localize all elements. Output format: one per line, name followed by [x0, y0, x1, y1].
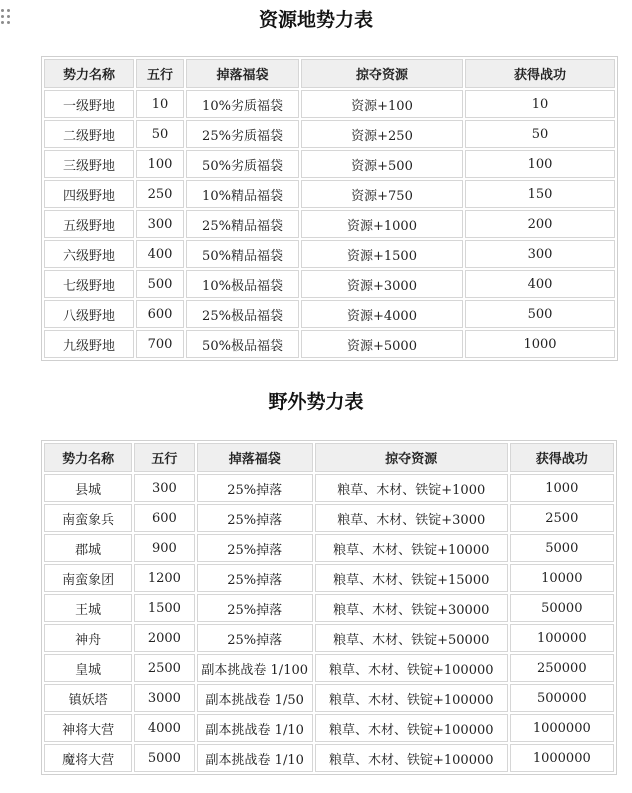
power-name-cell: 四级野地	[44, 180, 134, 208]
merit-cell: 5000	[510, 534, 614, 562]
element-cell: 1500	[134, 594, 194, 622]
loot-cell: 粮草、木材、铁锭+50000	[315, 624, 508, 652]
power-name-cell: 南蛮象团	[44, 564, 132, 592]
drop-cell: 副本挑战卷 1/50	[197, 684, 313, 712]
loot-cell: 粮草、木材、铁锭+100000	[315, 684, 508, 712]
drop-cell: 25%极品福袋	[186, 300, 299, 328]
drop-cell: 25%掉落	[197, 624, 313, 652]
element-cell: 300	[134, 474, 194, 502]
power-name-cell: 神将大营	[44, 714, 132, 742]
merit-cell: 200	[465, 210, 615, 238]
table-row	[44, 744, 614, 772]
element-cell: 600	[136, 300, 184, 328]
loot-cell: 资源+1000	[301, 210, 463, 238]
drop-cell: 副本挑战卷 1/10	[197, 714, 313, 742]
drop-cell: 25%掉落	[197, 474, 313, 502]
merit-cell: 500	[465, 300, 615, 328]
table-row	[44, 504, 614, 532]
loot-cell: 粮草、木材、铁锭+100000	[315, 654, 508, 682]
column-header: 获得战功	[510, 443, 614, 472]
element-cell: 50	[136, 120, 184, 148]
merit-cell: 1000	[465, 330, 615, 358]
power-name-cell: 三级野地	[44, 150, 134, 178]
element-cell: 500	[136, 270, 184, 298]
element-cell: 250	[136, 180, 184, 208]
power-name-cell: 六级野地	[44, 240, 134, 268]
power-name-cell: 南蛮象兵	[44, 504, 132, 532]
loot-cell: 资源+3000	[301, 270, 463, 298]
column-header: 掠夺资源	[301, 59, 463, 88]
loot-cell: 资源+750	[301, 180, 463, 208]
table-row	[44, 150, 615, 178]
drop-cell: 25%掉落	[197, 594, 313, 622]
drop-cell: 副本挑战卷 1/100	[197, 654, 313, 682]
drop-cell: 25%劣质福袋	[186, 120, 299, 148]
table-row	[44, 180, 615, 208]
drop-cell: 25%掉落	[197, 564, 313, 592]
power-name-cell: 五级野地	[44, 210, 134, 238]
column-header: 势力名称	[44, 59, 134, 88]
power-name-cell: 王城	[44, 594, 132, 622]
loot-cell: 粮草、木材、铁锭+15000	[315, 564, 508, 592]
table-row	[44, 594, 614, 622]
loot-cell: 资源+100	[301, 90, 463, 118]
table-row	[44, 330, 615, 358]
table-row	[44, 90, 615, 118]
loot-cell: 资源+500	[301, 150, 463, 178]
table-row	[44, 120, 615, 148]
table2-title: 野外势力表	[268, 391, 364, 413]
element-cell: 2500	[134, 654, 194, 682]
table-row	[44, 714, 614, 742]
power-name-cell: 皇城	[44, 654, 132, 682]
column-header: 掉落福袋	[197, 443, 313, 472]
merit-cell: 500000	[510, 684, 614, 712]
column-header: 五行	[134, 443, 194, 472]
power-name-cell: 魔将大营	[44, 744, 132, 772]
merit-cell: 400	[465, 270, 615, 298]
table-row	[44, 270, 615, 298]
element-cell: 3000	[134, 684, 194, 712]
merit-cell: 50000	[510, 594, 614, 622]
element-cell: 1200	[134, 564, 194, 592]
drop-cell: 50%精品福袋	[186, 240, 299, 268]
element-cell: 400	[136, 240, 184, 268]
loot-cell: 粮草、木材、铁锭+10000	[315, 534, 508, 562]
merit-cell: 1000000	[510, 714, 614, 742]
loot-cell: 资源+250	[301, 120, 463, 148]
merit-cell: 10000	[510, 564, 614, 592]
merit-cell: 10	[465, 90, 615, 118]
table1-title: 资源地势力表	[258, 9, 373, 31]
loot-cell: 粮草、木材、铁锭+100000	[315, 714, 508, 742]
power-name-cell: 七级野地	[44, 270, 134, 298]
loot-cell: 资源+1500	[301, 240, 463, 268]
drop-cell: 25%精品福袋	[186, 210, 299, 238]
drop-cell: 副本挑战卷 1/10	[197, 744, 313, 772]
table-header-row	[44, 59, 615, 88]
loot-cell: 资源+5000	[301, 330, 463, 358]
element-cell: 100	[136, 150, 184, 178]
table-row	[44, 474, 614, 502]
field-power-table	[41, 440, 617, 775]
resource-power-table	[41, 56, 618, 361]
loot-cell: 资源+4000	[301, 300, 463, 328]
merit-cell: 2500	[510, 504, 614, 532]
merit-cell: 300	[465, 240, 615, 268]
drop-cell: 50%劣质福袋	[186, 150, 299, 178]
power-name-cell: 一级野地	[44, 90, 134, 118]
loot-cell: 粮草、木材、铁锭+100000	[315, 744, 508, 772]
column-header: 掠夺资源	[315, 443, 508, 472]
drop-cell: 10%劣质福袋	[186, 90, 299, 118]
table-row	[44, 300, 615, 328]
merit-cell: 150	[465, 180, 615, 208]
merit-cell: 250000	[510, 654, 614, 682]
table-row	[44, 534, 614, 562]
power-name-cell: 二级野地	[44, 120, 134, 148]
loot-cell: 粮草、木材、铁锭+30000	[315, 594, 508, 622]
merit-cell: 100000	[510, 624, 614, 652]
column-header: 势力名称	[44, 443, 132, 472]
power-name-cell: 神舟	[44, 624, 132, 652]
table-row	[44, 240, 615, 268]
element-cell: 600	[134, 504, 194, 532]
merit-cell: 1000000	[510, 744, 614, 772]
drop-cell: 10%精品福袋	[186, 180, 299, 208]
element-cell: 2000	[134, 624, 194, 652]
column-header: 五行	[136, 59, 184, 88]
table-row	[44, 684, 614, 712]
element-cell: 700	[136, 330, 184, 358]
power-name-cell: 镇妖塔	[44, 684, 132, 712]
drop-cell: 50%极品福袋	[186, 330, 299, 358]
drop-cell: 25%掉落	[197, 504, 313, 532]
element-cell: 10	[136, 90, 184, 118]
table-row	[44, 210, 615, 238]
drop-cell: 10%极品福袋	[186, 270, 299, 298]
table-header-row	[44, 443, 614, 472]
element-cell: 300	[136, 210, 184, 238]
power-name-cell: 郡城	[44, 534, 132, 562]
table-row	[44, 654, 614, 682]
column-header: 获得战功	[465, 59, 615, 88]
power-name-cell: 九级野地	[44, 330, 134, 358]
element-cell: 4000	[134, 714, 194, 742]
merit-cell: 50	[465, 120, 615, 148]
table-row	[44, 624, 614, 652]
table-row	[44, 564, 614, 592]
power-name-cell: 县城	[44, 474, 132, 502]
power-name-cell: 八级野地	[44, 300, 134, 328]
merit-cell: 1000	[510, 474, 614, 502]
loot-cell: 粮草、木材、铁锭+3000	[315, 504, 508, 532]
element-cell: 5000	[134, 744, 194, 772]
merit-cell: 100	[465, 150, 615, 178]
loot-cell: 粮草、木材、铁锭+1000	[315, 474, 508, 502]
column-header: 掉落福袋	[186, 59, 299, 88]
element-cell: 900	[134, 534, 194, 562]
drop-cell: 25%掉落	[197, 534, 313, 562]
